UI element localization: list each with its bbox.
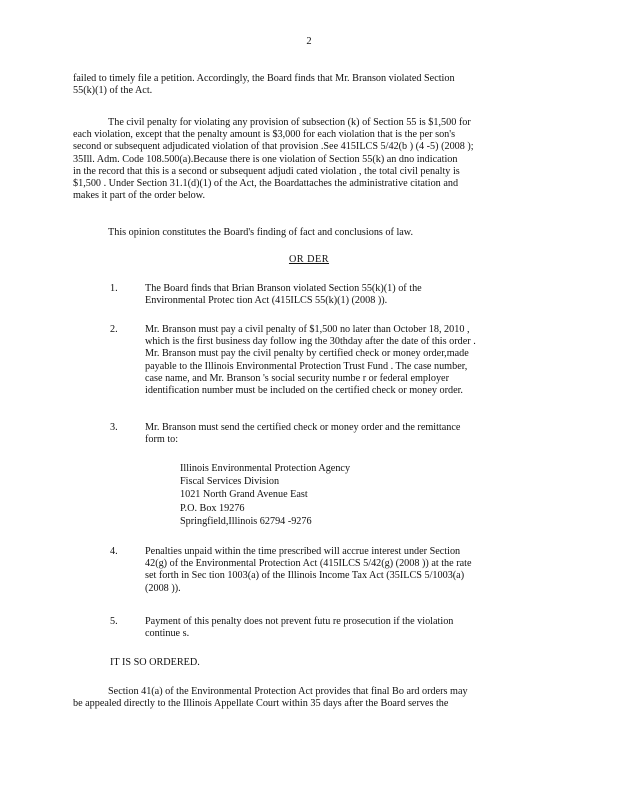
address-line: Springfield,Illinois 62794 -9276 (180, 515, 312, 527)
text-line: $1,500 . Under Section 31.1(d)(1) of the Act, the Boardattaches the administrative citation and (73, 178, 459, 190)
order-heading (0, 254, 618, 266)
text-line: failed to timely file a petition. Accordingly, the Board finds that Mr. Branson violated Section (73, 73, 455, 84)
text-line: makes it part of the order below. (73, 190, 206, 202)
address-line: 1021 North Grand Avenue East (180, 489, 308, 501)
order-heading-text: OR DER (288, 254, 330, 265)
text-line: Environmental Protec tion Act (415ILCS 55(k)(1) (2008 )). (145, 295, 388, 307)
text-line: The Board finds that Brian Branson violated Section 55(k)(1) of the (145, 283, 422, 294)
item-body (145, 546, 530, 595)
text-line: each violation, except that the penalty amount is $3,000 for each violation that is the per son's (73, 129, 456, 141)
text-line: be appealed directly to the Illinois Appellate Court within 35 days after the Board serves the (73, 698, 449, 710)
item-number: 2. (110, 324, 118, 335)
text-line: This opinion constitutes the Board's finding of fact and conclusions of law. (108, 227, 414, 238)
text-line: Mr. Branson must pay the civil penalty by certified check or money order,made (145, 348, 469, 360)
address-line: P.O. Box 19276 (180, 502, 245, 514)
paragraph-3 (73, 227, 530, 239)
text-line: (2008 )). (145, 582, 181, 594)
item-number: 5. (110, 616, 118, 627)
item-number: 1. (110, 283, 118, 294)
text-line: form to: (145, 434, 179, 446)
text-line: Mr. Branson must send the certified check or money order and the remittance (145, 422, 461, 433)
text-line: Payment of this penalty does not prevent futu re prosecution if the violation (145, 616, 454, 627)
paragraph-1 (73, 73, 530, 97)
text-line: The civil penalty for violating any provision of subsection (k) of Section 55 is $1,500 for (108, 117, 471, 128)
text-line: 55(k)(1) of the Act. (73, 85, 153, 97)
paragraph-final (73, 686, 530, 710)
text-line: 35Ill. Adm. Code 108.500(a).Because there is one violation of Section 55(k) an dno indication (73, 153, 458, 165)
text-line: Section 41(a) of the Environmental Protection Act provides that final Bo ard orders may (108, 686, 468, 697)
address-line: Fiscal Services Division (180, 476, 280, 488)
text-line: second or subsequent adjudicated violation of that provision .See 415ILCS 5/42(b ) (4 -5) (2008 ); (73, 141, 474, 153)
address-line: Illinois Environmental Protection Agency (180, 463, 351, 474)
text-line: payable to the Illinois Environmental Protection Trust Fund . The case number, (145, 360, 468, 372)
item-body (145, 422, 530, 446)
text-line: case name, and Mr. Branson 's social security numbe r or federal employer (145, 372, 449, 384)
text-line: set forth in Sec tion 1003(a) of the Illinois Income Tax Act (35ILCS 5/1003(a) (145, 570, 465, 582)
item-number: 3. (110, 422, 118, 433)
so-ordered: IT IS SO ORDERED. (110, 657, 200, 668)
item-body (145, 616, 530, 640)
text-line: continue s. (145, 628, 190, 640)
item-body (145, 324, 530, 397)
text-line: Mr. Branson must pay a civil penalty of $1,500 no later than October 18, 2010 , (145, 324, 470, 335)
paragraph-2 (73, 117, 530, 202)
page-number: 2 (306, 36, 312, 47)
text-line: which is the first business day follow ing the 30thday after the date of this order . (145, 336, 476, 348)
text-line: Penalties unpaid within the time prescribed will accrue interest under Section (145, 546, 461, 557)
text-line: in the record that this is a second or subsequent adjudi cated violation , the total civil penalty is (73, 165, 460, 177)
item-number: 4. (110, 546, 118, 557)
mailing-address (180, 462, 350, 528)
text-line: identification number must be included on the certified check or money order. (145, 385, 463, 397)
item-body (145, 283, 530, 307)
text-line: 42(g) of the Environmental Protection Act (415ILCS 5/42(g) (2008 )) at the rate (145, 558, 472, 570)
